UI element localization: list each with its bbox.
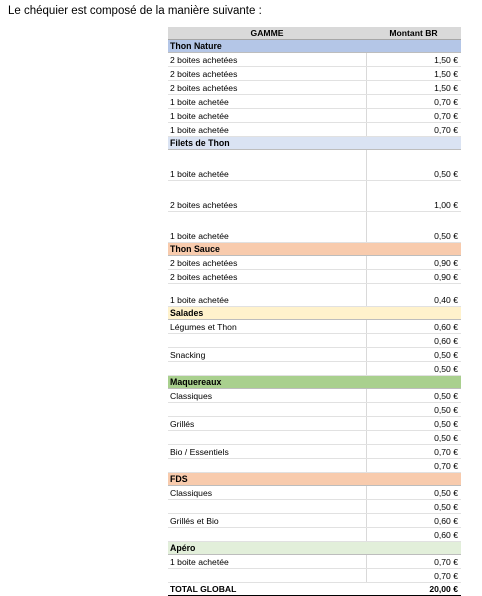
table-row — [168, 81, 461, 95]
table-row — [168, 514, 461, 528]
row-amount: 0,50 € — [366, 486, 461, 500]
table-row — [168, 181, 461, 212]
row-amount: 0,50 € — [366, 348, 461, 362]
category-title: Maquereaux — [168, 376, 461, 389]
category-title: Thon Sauce — [168, 243, 461, 256]
row-label: 2 boites achetées — [168, 181, 366, 212]
table-header-row — [168, 27, 461, 40]
row-label: Snacking — [168, 348, 366, 362]
row-label — [168, 403, 366, 417]
row-label: Classiques — [168, 389, 366, 403]
row-amount: 0,50 € — [366, 500, 461, 514]
table-row — [168, 500, 461, 514]
table-row — [168, 95, 461, 109]
table-row — [168, 334, 461, 348]
row-label — [168, 431, 366, 445]
category-title: Salades — [168, 307, 461, 320]
table-row — [168, 403, 461, 417]
row-amount: 0,60 € — [366, 514, 461, 528]
row-amount: 0,90 € — [366, 270, 461, 284]
table-row — [168, 445, 461, 459]
category-row — [168, 40, 461, 53]
row-amount: 0,50 € — [366, 150, 461, 181]
row-amount: 1,00 € — [366, 181, 461, 212]
row-label: Classiques — [168, 486, 366, 500]
row-label — [168, 362, 366, 376]
table-row — [168, 123, 461, 137]
row-label: 2 boites achetées — [168, 270, 366, 284]
table-row — [168, 555, 461, 569]
row-label — [168, 459, 366, 473]
row-label: 1 boite achetée — [168, 109, 366, 123]
total-label: TOTAL GLOBAL — [168, 583, 366, 596]
row-label: 1 boite achetée — [168, 150, 366, 181]
row-amount: 0,70 € — [366, 459, 461, 473]
table-row — [168, 417, 461, 431]
table-row — [168, 67, 461, 81]
row-amount: 0,40 € — [366, 284, 461, 307]
table-row — [168, 53, 461, 67]
table-row — [168, 486, 461, 500]
row-amount: 0,50 € — [366, 403, 461, 417]
column-header-montant: Montant BR — [366, 27, 461, 40]
table-row — [168, 431, 461, 445]
table-row — [168, 150, 461, 181]
row-label — [168, 528, 366, 542]
row-label: Grillés et Bio — [168, 514, 366, 528]
row-amount: 0,70 € — [366, 569, 461, 583]
row-label: 2 boites achetées — [168, 256, 366, 270]
row-amount: 0,60 € — [366, 528, 461, 542]
row-amount: 0,50 € — [366, 362, 461, 376]
table-row — [168, 348, 461, 362]
table-row — [168, 459, 461, 473]
row-label — [168, 334, 366, 348]
row-amount: 0,70 € — [366, 109, 461, 123]
table-row — [168, 528, 461, 542]
row-label: Légumes et Thon — [168, 320, 366, 334]
row-amount: 0,50 € — [366, 431, 461, 445]
row-label — [168, 500, 366, 514]
category-row — [168, 137, 461, 150]
row-label: 2 boites achetées — [168, 81, 366, 95]
table-row — [168, 569, 461, 583]
row-amount: 0,70 € — [366, 555, 461, 569]
row-label: 2 boites achetées — [168, 67, 366, 81]
category-row — [168, 243, 461, 256]
row-amount: 0,70 € — [366, 123, 461, 137]
table-body — [168, 40, 461, 596]
row-label: 1 boite achetée — [168, 555, 366, 569]
table-row — [168, 109, 461, 123]
row-amount: 0,50 € — [366, 389, 461, 403]
table-row — [168, 256, 461, 270]
table-row — [168, 389, 461, 403]
category-title: Apéro — [168, 542, 461, 555]
row-label: 1 boite achetée — [168, 95, 366, 109]
row-label: Bio / Essentiels — [168, 445, 366, 459]
row-amount: 1,50 € — [366, 67, 461, 81]
table-row — [168, 212, 461, 243]
table-row — [168, 284, 461, 307]
row-amount: 0,70 € — [366, 445, 461, 459]
category-row — [168, 542, 461, 555]
table-row — [168, 270, 461, 284]
row-label: 1 boite achetée — [168, 212, 366, 243]
row-amount: 0,60 € — [366, 320, 461, 334]
row-amount: 0,60 € — [366, 334, 461, 348]
total-amount: 20,00 € — [366, 583, 461, 596]
row-amount: 1,50 € — [366, 81, 461, 95]
voucher-table — [168, 27, 461, 596]
category-title: Filets de Thon — [168, 137, 461, 150]
total-row — [168, 583, 461, 596]
column-header-gamme: GAMME — [168, 27, 366, 40]
table-row — [168, 362, 461, 376]
intro-text: Le chéquier est composé de la manière suivante : — [8, 5, 262, 17]
row-label — [168, 569, 366, 583]
row-label: 1 boite achetée — [168, 284, 366, 307]
table-row — [168, 320, 461, 334]
voucher-table-grid — [168, 27, 461, 596]
row-amount: 1,50 € — [366, 53, 461, 67]
category-title: FDS — [168, 473, 461, 486]
category-row — [168, 307, 461, 320]
category-row — [168, 376, 461, 389]
category-title: Thon Nature — [168, 40, 461, 53]
row-label: 1 boite achetée — [168, 123, 366, 137]
row-label: Grillés — [168, 417, 366, 431]
row-amount: 0,50 € — [366, 212, 461, 243]
category-row — [168, 473, 461, 486]
row-label: 2 boites achetées — [168, 53, 366, 67]
row-amount: 0,50 € — [366, 417, 461, 431]
row-amount: 0,70 € — [366, 95, 461, 109]
row-amount: 0,90 € — [366, 256, 461, 270]
